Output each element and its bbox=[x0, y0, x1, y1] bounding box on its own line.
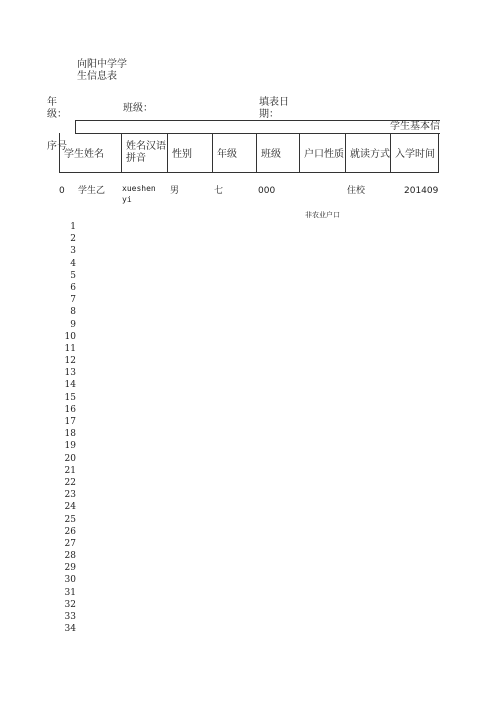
sequence-number: 2 bbox=[70, 234, 76, 245]
date-label: 填表日期： bbox=[259, 97, 289, 120]
sequence-number: 32 bbox=[64, 599, 76, 610]
sequence-number-list bbox=[60, 221, 76, 635]
row-hukou: 非农业户口 bbox=[305, 211, 340, 219]
sequence-number: 24 bbox=[64, 502, 76, 513]
form-title: 向阳中学学生信息表 bbox=[77, 59, 127, 82]
sequence-number: 7 bbox=[70, 295, 76, 306]
sequence-number: 31 bbox=[64, 587, 76, 598]
sequence-number: 16 bbox=[64, 404, 76, 415]
row-grade: 七 bbox=[214, 186, 224, 196]
sequence-number: 34 bbox=[64, 624, 76, 635]
sequence-number: 22 bbox=[64, 477, 76, 488]
sequence-number: 25 bbox=[64, 514, 76, 525]
column-header-class: 班级 bbox=[256, 133, 299, 173]
table-banner bbox=[75, 120, 440, 134]
column-header-grade: 年级 bbox=[212, 133, 256, 173]
column-header-entry-time: 入学时间 bbox=[390, 133, 439, 173]
sequence-number: 23 bbox=[64, 490, 76, 501]
column-header-gender: 性别 bbox=[167, 133, 212, 173]
class-label: 班级： bbox=[123, 103, 153, 114]
sequence-number: 10 bbox=[64, 331, 76, 342]
sequence-number: 15 bbox=[64, 392, 76, 403]
row-seq: 0 bbox=[59, 186, 65, 196]
sequence-number: 20 bbox=[64, 453, 76, 464]
column-header-name: 学生姓名 bbox=[59, 133, 121, 173]
sequence-number: 21 bbox=[64, 465, 76, 476]
sequence-number: 14 bbox=[64, 380, 76, 391]
sequence-number: 27 bbox=[64, 538, 76, 549]
column-header-study-mode: 就读方式 bbox=[345, 133, 390, 173]
sequence-number: 5 bbox=[70, 270, 76, 281]
sequence-number: 19 bbox=[64, 441, 76, 452]
row-pinyin: xueshenyi bbox=[122, 184, 156, 204]
sequence-number: 30 bbox=[64, 575, 76, 586]
sequence-number: 6 bbox=[70, 282, 76, 293]
sequence-number: 18 bbox=[64, 429, 76, 440]
banner-text: 学生基本信 bbox=[390, 121, 440, 132]
sequence-number: 8 bbox=[70, 307, 76, 318]
row-class: 000 bbox=[258, 186, 276, 196]
sequence-number: 9 bbox=[70, 319, 76, 330]
sequence-number: 29 bbox=[64, 563, 76, 574]
grade-label: 年级： bbox=[47, 97, 67, 120]
sequence-number: 11 bbox=[64, 343, 76, 354]
column-header-pinyin: 姓名汉语拼音 bbox=[121, 133, 167, 173]
seq-header: 序号 bbox=[47, 141, 67, 152]
row-study-mode: 住校 bbox=[347, 186, 366, 196]
row-name: 学生乙 bbox=[78, 186, 106, 196]
sequence-number: 26 bbox=[64, 526, 76, 537]
sequence-number: 3 bbox=[70, 246, 76, 257]
sequence-number: 13 bbox=[64, 368, 76, 379]
sequence-number: 33 bbox=[64, 612, 76, 622]
row-gender: 男 bbox=[170, 186, 180, 196]
row-entry-time: 201409 bbox=[404, 186, 439, 196]
sequence-number: 12 bbox=[64, 356, 76, 367]
sequence-number: 17 bbox=[64, 417, 76, 427]
sequence-number: 1 bbox=[70, 222, 76, 232]
column-header-hukou: 户口性质 bbox=[299, 133, 345, 173]
sequence-number: 28 bbox=[64, 551, 76, 562]
sequence-number: 4 bbox=[70, 258, 76, 269]
